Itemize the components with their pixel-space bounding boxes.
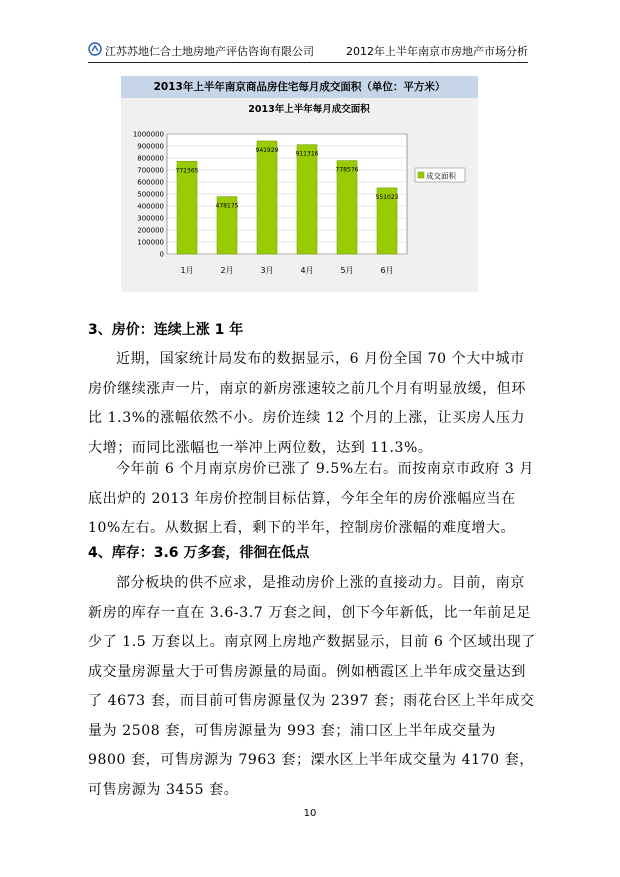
y-tick-label: 800000 [137,154,164,163]
x-tick-label: 3月 [260,266,274,275]
chart-banner-title: 2013年上半年南京商品房住宅每月成交面积（单位：平方米） [121,76,478,98]
legend-swatch [418,172,424,178]
data-label: 911316 [295,150,319,158]
page-header [88,40,528,63]
y-tick-label: 700000 [137,166,164,175]
data-label: 478175 [215,202,239,210]
data-label: 941929 [255,146,279,154]
x-tick-label: 6月 [380,266,394,275]
company-logo-icon [88,42,102,56]
y-tick-label: 300000 [137,214,164,223]
chart-title: 2013年上半年每月成交面积 [248,104,370,115]
report-title: 2012年上半年南京市房地产市场分析 [346,45,528,58]
data-label: 772365 [175,167,199,175]
y-tick-label: 600000 [137,178,164,187]
bar [337,161,357,254]
chart-container [121,76,478,292]
x-tick-label: 5月 [340,266,354,275]
section3-heading: 3、房价：连续上涨 1 年 [88,322,244,338]
section4-heading: 4、库存：3.6 万多套，徘徊在低点 [88,545,310,561]
y-tick-label: 400000 [137,202,164,211]
company-name: 江苏苏地仁合土地房地产评估咨询有限公司 [105,45,314,58]
bar [297,145,317,254]
bar [257,141,277,254]
section3-paragraph-1: 近期，国家统计局发布的数据显示，6 月份全国 70 个大中城市房价继续涨声一片，南京的新房涨速较之前几个月有明显放缓，但环比 1.3%的涨幅依然不小。房价连续 12 个月的上涨，让买房人压力大增；而同比涨幅也一举冲上两位数，达到 11.3%。 [88,351,526,456]
x-tick-label: 1月 [180,266,194,275]
bar-chart [121,98,478,292]
section4-paragraph-1: 部分板块的供不应求，是推动房价上涨的直接动力。目前，南京新房的库存一直在 3.6-3.7 万套之间，创下今年新低，比一年前足足少了 1.5 万套以上。南京网上房地产数据显示，目前 6 个区域出现了成交量房源量大于可售房源量的局面。例如栖霞区上半年成交量达到了 4673 套，而目前可售房源量仅为 2397 套；雨花台区上半年成交量为 2508 套，可售房源量为 993 套；浦口区上半年成交量为 9800 套，可售房源为 7963 套；溧水区上半年成交量为 4170 套，可售房源为 3455 套。 [88,575,536,798]
bar [177,161,197,254]
x-tick-label: 4月 [300,266,314,275]
section3-paragraph-2: 今年前 6 个月南京房价已涨了 9.5%左右。而按南京市政府 3 月底出炉的 2013 年房价控制目标估算，今年全年的房价涨幅应当在 10%左右。从数据上看，剩下的半年，控制房价涨幅的难度增大。 [88,461,535,536]
y-tick-label: 900000 [137,142,164,151]
data-label: 551023 [375,193,399,201]
y-tick-label: 500000 [137,190,164,199]
y-tick-label: 0 [159,250,164,259]
legend-label: 成交面积 [426,171,456,181]
y-tick-label: 200000 [137,226,164,235]
page-number: 10 [303,808,317,819]
data-label: 778576 [335,166,359,174]
y-tick-label: 1000000 [132,130,164,139]
y-tick-label: 100000 [137,238,164,247]
x-tick-label: 2月 [220,266,234,275]
